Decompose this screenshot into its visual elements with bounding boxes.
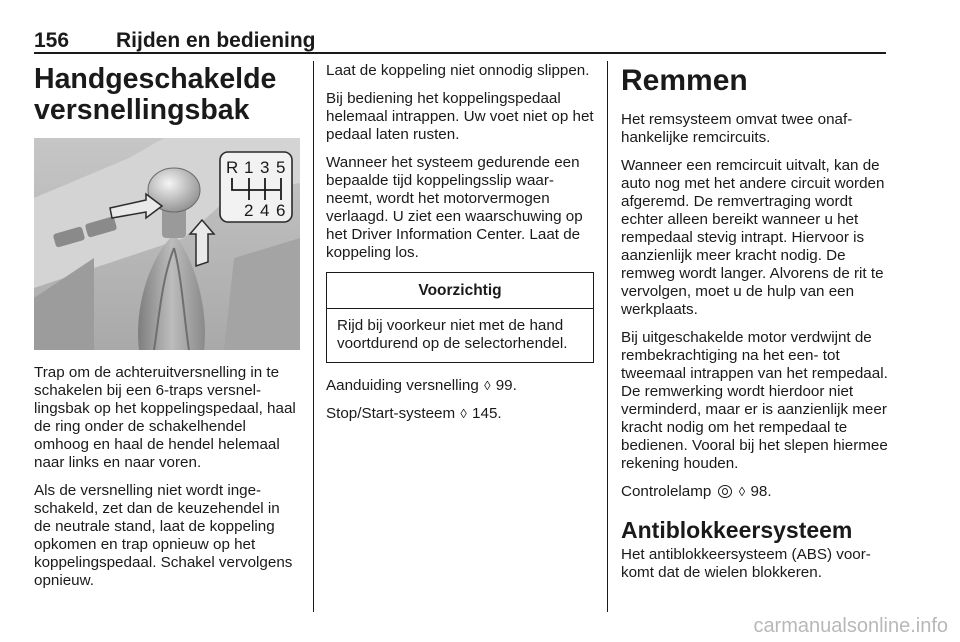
column-3	[621, 62, 889, 592]
column-divider-1	[313, 61, 314, 612]
page-reference-icon: ◊	[460, 406, 467, 421]
gear-shift-illustration	[34, 138, 300, 350]
running-title: Rijden en bediening	[116, 29, 316, 52]
gear-label-4: 4	[260, 201, 270, 220]
paragraph: Wanneer een remcircuit uitvalt, kan de auto nog met het andere circuit worden afgeremd. De remvertraging wordt echter alleen bereikt wanneer u het rempedaal stevig intrapt. Hiervoor is aanzienlijk meer kracht nodig. De remweg wordt langer. Alvorens de rit te vervolgen, moet u de hulp van een werkplaats.	[621, 157, 885, 318]
gear-label-6: 6	[276, 201, 286, 220]
cross-reference-text: Stop/Start-systeem	[326, 405, 456, 422]
paragraph: Bij uitgeschakelde motor verdwijnt de rembekrachtiging na het een- tot tweemaal intrappen van het rempedaal. De remwerking wordt hierdoor niet verminderd, maar er is aanzienlijk meer kracht nodig om het rempedaal te bedienen. Vooral bij het slepen hiermee rekening houden.	[621, 329, 888, 472]
cross-reference[interactable]	[326, 405, 594, 423]
paragraph: Het antiblokkeersysteem (ABS) voorkomt dat de wielen blokkeren.	[621, 546, 871, 581]
brake-warning-lamp-icon	[718, 485, 732, 498]
column-divider-2	[607, 61, 608, 612]
cross-reference[interactable]	[621, 483, 889, 501]
caution-body: Rijd bij voorkeur niet met de hand voortdurend op de selectorhendel.	[337, 317, 568, 352]
caution-title: Voorzichtig	[327, 273, 593, 309]
cross-reference-page: 98.	[750, 483, 772, 500]
section-heading-brakes: Remmen	[621, 64, 748, 97]
paragraph: Bij bediening het koppelingspedaal helemaal intrappen. Uw voet niet op het pedaal laten rusten.	[326, 90, 594, 143]
cross-reference-text: Aanduiding versnelling	[326, 377, 479, 394]
gear-label-2: 2	[244, 201, 254, 220]
gear-label-3: 3	[260, 158, 270, 177]
column-1	[34, 62, 300, 600]
column-2	[326, 62, 594, 433]
page-reference-icon: ◊	[484, 378, 491, 393]
gear-label-r: R	[226, 158, 239, 177]
paragraph: Trap om de achteruitversnelling in te schakelen bij een 6-traps versnellingsbak op het koppelingspedaal, haal de ring onder de schakelhendel omhoog en haal de hendel helemaal naar links en naar voren.	[34, 364, 296, 471]
cross-reference-page: 99.	[495, 377, 517, 394]
paragraph: Wanneer het systeem gedurende een bepaalde tijd koppelingsslip waarneemt, wordt het motorvermogen verlaagd. U ziet een waarschuwing op het Driver Information Center. Laat de koppeling los.	[326, 154, 583, 261]
gear-label-5: 5	[276, 158, 286, 177]
cross-reference-text: Controlelamp	[621, 483, 712, 500]
cross-reference-page: 145.	[472, 405, 502, 422]
page-number: 156	[34, 29, 70, 52]
cross-reference[interactable]	[326, 377, 594, 395]
watermark: carmanualsonline.info	[753, 615, 948, 637]
paragraph: Het remsysteem omvat twee onafhankelijke remcircuits.	[621, 111, 853, 146]
caution-box	[326, 272, 594, 363]
paragraph: Als de versnelling niet wordt ingeschakeld, zet dan de keuzehendel in de neutrale stand, laat de koppeling opkomen en trap opnieuw op het koppelingspedaal. Schakel vervolgens opnieuw.	[34, 482, 293, 589]
gear-shift-figure	[34, 138, 300, 350]
page-header	[34, 29, 886, 53]
header-rule	[34, 52, 886, 54]
subsection-heading-abs: Antiblokkeersysteem	[621, 517, 853, 543]
paragraph: Laat de koppeling niet onnodig slippen.	[326, 62, 590, 79]
page-reference-icon: ◊	[738, 484, 746, 499]
section-heading-gearbox: Handgeschakelde versnellingsbak	[34, 63, 277, 126]
gear-label-1: 1	[244, 158, 254, 177]
